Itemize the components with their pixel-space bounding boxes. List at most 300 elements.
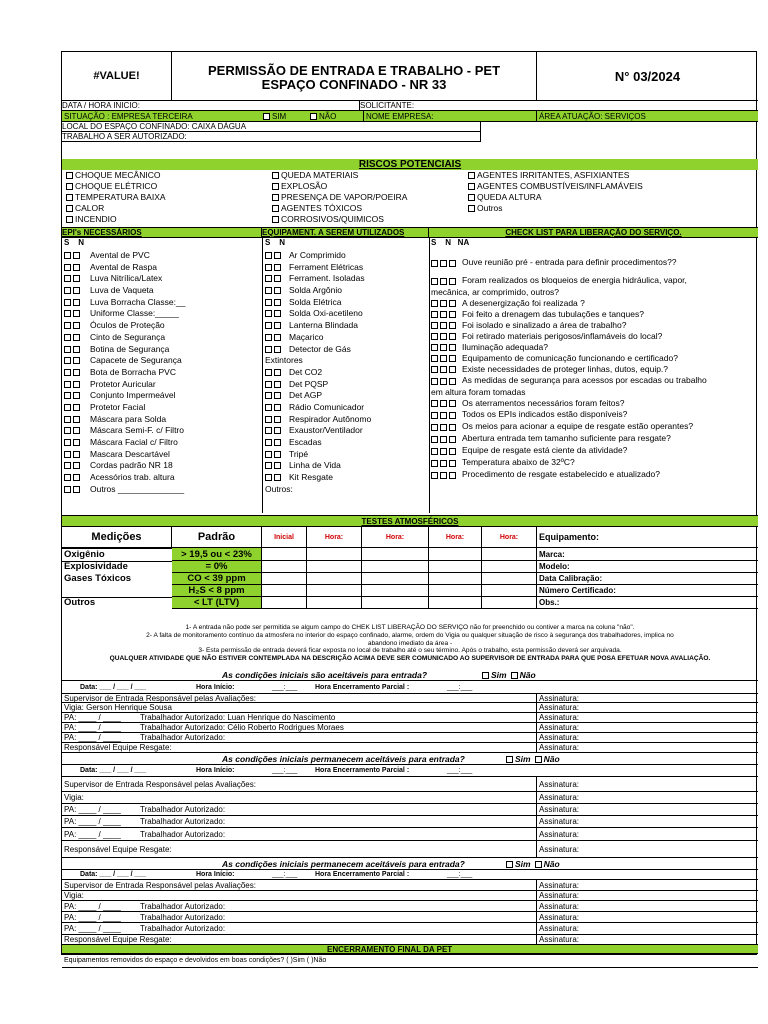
check-n-checkbox[interactable] [440, 448, 447, 455]
divider [536, 777, 537, 792]
check-n-checkbox[interactable] [440, 400, 447, 407]
check-na-checkbox[interactable] [449, 311, 456, 318]
note-3: 3- Esta permissão de entrada deverá ficar exposta no local de trabalho até o seu término. Após o trabalho, esta permissão deverá ser arquivada. [198, 647, 622, 655]
equip-s-checkbox[interactable] [265, 287, 272, 294]
epi-s-checkbox[interactable] [64, 299, 71, 306]
check-na-checkbox[interactable] [449, 400, 456, 407]
check-na-checkbox[interactable] [449, 472, 456, 479]
test-cell[interactable] [482, 573, 537, 585]
equip-n-checkbox[interactable] [274, 322, 281, 329]
tests-title: TESTES ATMOSFÉRICOS [62, 515, 758, 527]
situation-label: SITUAÇÃO : EMPRESA TERCEIRA [64, 112, 193, 121]
check-s-checkbox[interactable] [431, 278, 438, 285]
epi-label: Botina de Segurança [90, 343, 170, 354]
yes-no-options[interactable] [482, 669, 536, 681]
tests-hora: Hora: [482, 527, 537, 548]
rescue-field: Responsável Equipe Resgate: [64, 743, 172, 752]
test-row-label: Gases Tóxicos [64, 573, 132, 584]
equip-s-checkbox[interactable] [265, 392, 272, 399]
sim-label: SIM [272, 112, 287, 121]
supervisor-field: Supervisor de Entrada Responsável pelas Avaliações: [64, 881, 256, 890]
epi-label: Luva de Vaqueta [90, 285, 154, 296]
checklist-label: A desenergização foi realizada ? [462, 297, 585, 308]
check-n-checkbox[interactable] [440, 460, 447, 467]
equip-n-checkbox[interactable] [274, 474, 281, 481]
epi-n-checkbox[interactable] [73, 439, 80, 446]
start-time: Hora Início: [196, 767, 235, 774]
epi-label: Máscara para Solda [90, 413, 167, 424]
equip-item [262, 461, 429, 473]
check-na-checkbox[interactable] [449, 278, 456, 285]
check-n-checkbox[interactable] [440, 322, 447, 329]
situation-row [62, 111, 758, 122]
epi-n-checkbox[interactable] [73, 357, 80, 364]
risk-checkbox[interactable] [468, 194, 475, 201]
equip-n-checkbox[interactable] [274, 404, 281, 411]
check-s-checkbox[interactable] [431, 300, 438, 307]
test-cell[interactable] [482, 561, 537, 573]
equip-n-checkbox[interactable] [274, 427, 281, 434]
cond-row [62, 669, 758, 681]
epi-n-checkbox[interactable] [73, 392, 80, 399]
test-cell[interactable] [429, 573, 482, 585]
risk-checkbox[interactable] [468, 183, 475, 190]
check-s-checkbox[interactable] [431, 378, 438, 385]
epi-n-checkbox[interactable] [73, 287, 80, 294]
sim-label: Sim [491, 670, 507, 680]
signature-label: Assinatura: [539, 780, 580, 789]
check-na-checkbox[interactable] [449, 333, 456, 340]
test-cell[interactable] [482, 585, 537, 597]
epi-s-checkbox[interactable] [64, 287, 71, 294]
equip-s-checkbox[interactable] [265, 439, 272, 446]
title-line-1: PERMISSÃO DE ENTRADA E TRABALHO - PET [207, 63, 501, 78]
equip-n-checkbox[interactable] [274, 439, 281, 446]
check-na-checkbox[interactable] [449, 436, 456, 443]
epi-s-checkbox[interactable] [64, 381, 71, 388]
signature-label: Assinatura: [539, 694, 580, 703]
work-authorized: TRABALHO A SER AUTORIZADO: [62, 132, 481, 142]
check-s-checkbox[interactable] [431, 424, 438, 431]
equip-s-checkbox[interactable] [265, 381, 272, 388]
equip-s-checkbox[interactable] [265, 310, 272, 317]
equip-s-checkbox[interactable] [265, 474, 272, 481]
divider [536, 841, 537, 858]
check-s-checkbox[interactable] [431, 472, 438, 479]
check-na-checkbox[interactable] [449, 460, 456, 467]
check-na-checkbox[interactable] [449, 366, 456, 373]
condition-question: As condições iniciais são aceitáveis para entrada? [222, 670, 428, 680]
equip-s-checkbox[interactable] [265, 252, 272, 259]
test-cell[interactable] [307, 597, 362, 609]
risk-checkbox[interactable] [66, 216, 73, 223]
equip-n-checkbox[interactable] [274, 381, 281, 388]
risk-checkbox[interactable] [66, 205, 73, 212]
equip-item [262, 321, 429, 333]
check-na-checkbox[interactable] [449, 344, 456, 351]
epi-n-checkbox[interactable] [73, 369, 80, 376]
test-cell[interactable] [262, 585, 307, 597]
rescue-field: Responsável Equipe Resgate: [64, 845, 172, 854]
cond-row [62, 935, 758, 945]
risk-checkbox[interactable] [272, 205, 279, 212]
check-n-checkbox[interactable] [440, 344, 447, 351]
epi-s-checkbox[interactable] [64, 486, 71, 493]
check-n-checkbox[interactable] [440, 366, 447, 373]
check-n-checkbox[interactable] [440, 412, 447, 419]
test-data-calibracao: Data Calibração: [537, 573, 758, 585]
test-cell[interactable] [262, 573, 307, 585]
risk-checkbox[interactable] [66, 194, 73, 201]
test-cell[interactable] [262, 597, 307, 609]
row-line [62, 561, 172, 562]
epi-s-checkbox[interactable] [64, 451, 71, 458]
risk-checkbox[interactable] [272, 216, 279, 223]
area-activity: ÁREA ATUAÇÃO: SERVIÇOS [536, 111, 646, 122]
yes-no-options[interactable] [506, 858, 560, 870]
equip-n-checkbox[interactable] [274, 310, 281, 317]
nao-label: Não [543, 754, 560, 764]
check-na-checkbox[interactable] [449, 322, 456, 329]
equip-n-checkbox[interactable] [274, 462, 281, 469]
risk-label: CALOR [75, 203, 105, 213]
cond-row [62, 703, 758, 713]
checklist-label: Foi feito a drenagem das tubulações e tanques? [462, 308, 644, 319]
check-s-checkbox[interactable] [431, 460, 438, 467]
equip-item [262, 485, 429, 497]
epi-n-checkbox[interactable] [73, 310, 80, 317]
equip-n-checkbox[interactable] [274, 252, 281, 259]
check-s-checkbox[interactable] [431, 355, 438, 362]
cond-row [62, 954, 758, 968]
epi-label: Luva Borracha Classe:__ [90, 296, 186, 307]
epi-s-checkbox[interactable] [64, 369, 71, 376]
check-na-checkbox[interactable] [449, 260, 456, 267]
equip-item [262, 356, 429, 368]
test-cell[interactable] [307, 548, 362, 561]
epi-s-checkbox[interactable] [64, 439, 71, 446]
pa-field: PA: ____ / ____ [64, 830, 121, 839]
epi-s-checkbox[interactable] [64, 334, 71, 341]
sim-checkbox[interactable] [506, 861, 513, 868]
epi-s-checkbox[interactable] [64, 357, 71, 364]
cond-row [62, 858, 758, 870]
risks-col-1 [66, 171, 166, 226]
equip-n-checkbox[interactable] [274, 346, 281, 353]
check-n-checkbox[interactable] [440, 278, 447, 285]
test-cell[interactable] [429, 597, 482, 609]
epi-s-checkbox[interactable] [64, 404, 71, 411]
equip-s-checkbox[interactable] [265, 369, 272, 376]
sim-checkbox[interactable] [482, 672, 489, 679]
check-n-checkbox[interactable] [440, 436, 447, 443]
test-cell[interactable] [482, 597, 537, 609]
test-cell[interactable] [362, 585, 429, 597]
cond-row [62, 733, 758, 743]
epi-item [62, 485, 262, 497]
divider [536, 733, 537, 743]
risk-checkbox[interactable] [272, 183, 279, 190]
tests-medicoes: Medições [62, 527, 172, 548]
pa-field: PA: ____ / ____ [64, 902, 121, 911]
epi-s-checkbox[interactable] [64, 310, 71, 317]
divider [536, 816, 537, 828]
epi-item [62, 251, 262, 263]
risk-label: QUEDA ALTURA [477, 192, 542, 202]
equip-item [262, 333, 429, 345]
epi-s-checkbox[interactable] [64, 474, 71, 481]
signature-label: Assinatura: [539, 703, 580, 712]
equip-label: Extintores [265, 355, 303, 366]
cond-row [62, 792, 758, 804]
checklist-item [429, 398, 758, 409]
test-row-padrao: = 0% [172, 561, 262, 573]
epi-s-checkbox[interactable] [64, 322, 71, 329]
check-na-checkbox[interactable] [449, 378, 456, 385]
sim-checkbox[interactable] [506, 756, 513, 763]
divider [536, 935, 537, 945]
equip-label: Rádio Comunicador [289, 401, 365, 412]
equip-n-checkbox[interactable] [274, 416, 281, 423]
check-n-checkbox[interactable] [440, 300, 447, 307]
risk-checkbox[interactable] [66, 172, 73, 179]
risks-col-3 [468, 171, 643, 215]
nao-checkbox[interactable] [535, 861, 542, 868]
risk-checkbox[interactable] [272, 172, 279, 179]
risk-checkbox[interactable] [468, 205, 475, 212]
epi-n-checkbox[interactable] [73, 264, 80, 271]
supervisor-field: Supervisor de Entrada Responsável pelas Avaliações: [64, 780, 256, 789]
epi-n-checkbox[interactable] [73, 486, 80, 493]
check-na-checkbox[interactable] [449, 412, 456, 419]
nao-checkbox[interactable] [511, 672, 518, 679]
epi-n-checkbox[interactable] [73, 451, 80, 458]
start-time: Hora Início: [196, 684, 235, 691]
check-n-checkbox[interactable] [440, 472, 447, 479]
equip-n-checkbox[interactable] [274, 451, 281, 458]
epi-title: EPI's NECESSÁRIOS [62, 227, 262, 238]
nao-label: NÃO [319, 112, 337, 121]
test-cell[interactable] [362, 561, 429, 573]
check-s-checkbox[interactable] [431, 400, 438, 407]
test-cell[interactable] [429, 561, 482, 573]
nao-checkbox[interactable] [535, 756, 542, 763]
sim-checkbox[interactable] [263, 113, 270, 120]
checklist-label: mecânica, ar comprimido, outros? [431, 286, 560, 297]
check-s-checkbox[interactable] [431, 412, 438, 419]
signature-label: Assinatura: [539, 913, 580, 922]
rescue-field: Responsável Equipe Resgate: [64, 935, 172, 944]
check-s-checkbox[interactable] [431, 366, 438, 373]
risk-item [66, 215, 166, 226]
test-cell[interactable] [429, 548, 482, 561]
checklist-label: em altura foram tomadas [431, 386, 526, 397]
risk-checkbox[interactable] [272, 194, 279, 201]
check-s-checkbox[interactable] [431, 311, 438, 318]
equip-label: Det AGP [289, 390, 323, 401]
check-n-checkbox[interactable] [440, 311, 447, 318]
test-equipamento: Equipamento: [537, 527, 758, 548]
epi-s-checkbox[interactable] [64, 392, 71, 399]
equip-s-checkbox[interactable] [265, 322, 272, 329]
cond-row [62, 694, 758, 703]
check-s-checkbox[interactable] [431, 333, 438, 340]
equip-n-checkbox[interactable] [274, 369, 281, 376]
signature-label: Assinatura: [539, 723, 580, 732]
test-numero-certificado: Número Certificado: [537, 585, 758, 597]
epi-n-checkbox[interactable] [73, 416, 80, 423]
test-cell[interactable] [307, 573, 362, 585]
epi-s-checkbox[interactable] [64, 346, 71, 353]
sim-option[interactable] [263, 111, 286, 122]
checklist-item [429, 421, 758, 433]
test-cell[interactable] [362, 548, 429, 561]
epi-n-checkbox[interactable] [73, 275, 80, 282]
nao-checkbox[interactable] [310, 113, 317, 120]
cond-row [62, 777, 758, 792]
start-time: Hora Início: [196, 871, 235, 878]
equip-label: Solda Oxi-acetileno [289, 308, 363, 319]
check-s-checkbox[interactable] [431, 322, 438, 329]
test-row-label: Explosividade [64, 561, 128, 572]
test-cell[interactable] [307, 585, 362, 597]
checklist-item [429, 320, 758, 331]
check-s-checkbox[interactable] [431, 344, 438, 351]
equip-s-checkbox[interactable] [265, 462, 272, 469]
test-cell[interactable] [362, 597, 429, 609]
equip-label: Ar Comprimido [289, 250, 346, 260]
test-row-padrao: CO < 39 ppm [172, 573, 262, 585]
yes-no-options[interactable] [506, 753, 560, 765]
check-n-checkbox[interactable] [440, 260, 447, 267]
epi-s-checkbox[interactable] [64, 427, 71, 434]
equip-s-checkbox[interactable] [265, 299, 272, 306]
epi-n-checkbox[interactable] [73, 299, 80, 306]
epi-n-checkbox[interactable] [73, 474, 80, 481]
epi-s-checkbox[interactable] [64, 416, 71, 423]
risk-label: Outros [477, 203, 503, 213]
equip-n-checkbox[interactable] [274, 334, 281, 341]
epi-n-checkbox[interactable] [73, 404, 80, 411]
cond-row [62, 753, 758, 765]
nao-option[interactable] [310, 111, 336, 122]
epi-n-checkbox[interactable] [73, 462, 80, 469]
checklist-item [429, 364, 758, 375]
equip-s-checkbox[interactable] [265, 275, 272, 282]
check-n-checkbox[interactable] [440, 424, 447, 431]
note-1: 1- A entrada não pode ser permitida se algum campo do CHEK LIST LIBERAÇÃO DO SERVIÇO não for preenchido ou contiver a marca na coluna "não". [185, 624, 635, 631]
test-cell[interactable] [482, 548, 537, 561]
epi-n-checkbox[interactable] [73, 427, 80, 434]
check-na-checkbox[interactable] [449, 424, 456, 431]
epi-n-checkbox[interactable] [73, 346, 80, 353]
risk-label: PRESENÇA DE VAPOR/POEIRA [281, 192, 408, 202]
vigia-field: Vigia: Gerson Henrique Sousa [64, 703, 172, 712]
start-time-blank: ___:___ [272, 871, 298, 878]
epi-n-checkbox[interactable] [73, 252, 80, 259]
note-2b: abandono imediato da área - [367, 639, 453, 647]
check-n-checkbox[interactable] [440, 333, 447, 340]
company-name: NOME EMPRESA: [363, 111, 434, 122]
epi-label: Uniforme Classe:_____ [90, 308, 179, 319]
risk-checkbox[interactable] [468, 172, 475, 179]
epi-n-checkbox[interactable] [73, 381, 80, 388]
equip-n-checkbox[interactable] [274, 264, 281, 271]
start-time-blank: ___:___ [272, 767, 298, 774]
equip-n-checkbox[interactable] [274, 287, 281, 294]
equip-n-checkbox[interactable] [274, 275, 281, 282]
check-n-checkbox[interactable] [440, 378, 447, 385]
end-time-blank: ___:___ [447, 684, 473, 691]
test-cell[interactable] [362, 573, 429, 585]
signature-label: Assinatura: [539, 891, 580, 900]
equip-n-checkbox[interactable] [274, 392, 281, 399]
worker-field: Trabalhador Autorizado: [140, 805, 226, 814]
epi-s-checkbox[interactable] [64, 462, 71, 469]
end-time-blank: ___:___ [447, 871, 473, 878]
divider [536, 723, 537, 733]
equip-n-checkbox[interactable] [274, 299, 281, 306]
check-na-checkbox[interactable] [449, 448, 456, 455]
equip-label: Exaustor/Ventilador [289, 425, 363, 436]
location: LOCAL DO ESPAÇO CONFINADO: CAIXA DÁGUA [62, 122, 481, 132]
risk-label: TEMPERATURA BAIXA [75, 192, 166, 202]
equip-s-checkbox[interactable] [265, 264, 272, 271]
equip-s-checkbox[interactable] [265, 427, 272, 434]
cond-row [62, 743, 758, 753]
equip-item [262, 251, 429, 263]
divider [536, 713, 537, 723]
equip-item [262, 403, 429, 415]
equip-s-checkbox[interactable] [265, 346, 272, 353]
tests-inicial: Inicial [262, 527, 307, 548]
epi-s-checkbox[interactable] [64, 252, 71, 259]
epi-sn: S N [64, 238, 85, 247]
equip-s-checkbox[interactable] [265, 416, 272, 423]
equip-label: Solda Elétrica [289, 296, 342, 307]
pa-field: PA: ____ / ____ [64, 733, 121, 742]
check-n-checkbox[interactable] [440, 355, 447, 362]
test-cell[interactable] [262, 561, 307, 573]
check-s-checkbox[interactable] [431, 260, 438, 267]
test-cell[interactable] [262, 548, 307, 561]
check-s-checkbox[interactable] [431, 448, 438, 455]
cond-row [62, 880, 758, 891]
epi-s-checkbox[interactable] [64, 264, 71, 271]
signature-label: Assinatura: [539, 733, 580, 742]
end-time: Hora Encerramento Parcial : [315, 684, 410, 691]
check-s-checkbox[interactable] [431, 436, 438, 443]
test-cell[interactable] [429, 585, 482, 597]
epi-item [62, 438, 262, 450]
epi-n-checkbox[interactable] [73, 334, 80, 341]
equip-s-checkbox[interactable] [265, 334, 272, 341]
epi-s-checkbox[interactable] [64, 275, 71, 282]
risk-checkbox[interactable] [66, 183, 73, 190]
closing-text: Equipamentos removidos do espaço e devolvidos em boas condições? ( )Sim ( )Não [64, 957, 327, 964]
check-na-checkbox[interactable] [449, 300, 456, 307]
equip-s-checkbox[interactable] [265, 404, 272, 411]
tests-hora: Hora: [429, 527, 482, 548]
epi-label: Capacete de Segurança [90, 355, 182, 366]
equip-s-checkbox[interactable] [265, 451, 272, 458]
check-na-checkbox[interactable] [449, 355, 456, 362]
test-modelo: Modelo: [537, 561, 758, 573]
epi-n-checkbox[interactable] [73, 322, 80, 329]
end-time-blank: ___:___ [447, 767, 473, 774]
permit-form [61, 51, 757, 964]
test-cell[interactable] [307, 561, 362, 573]
